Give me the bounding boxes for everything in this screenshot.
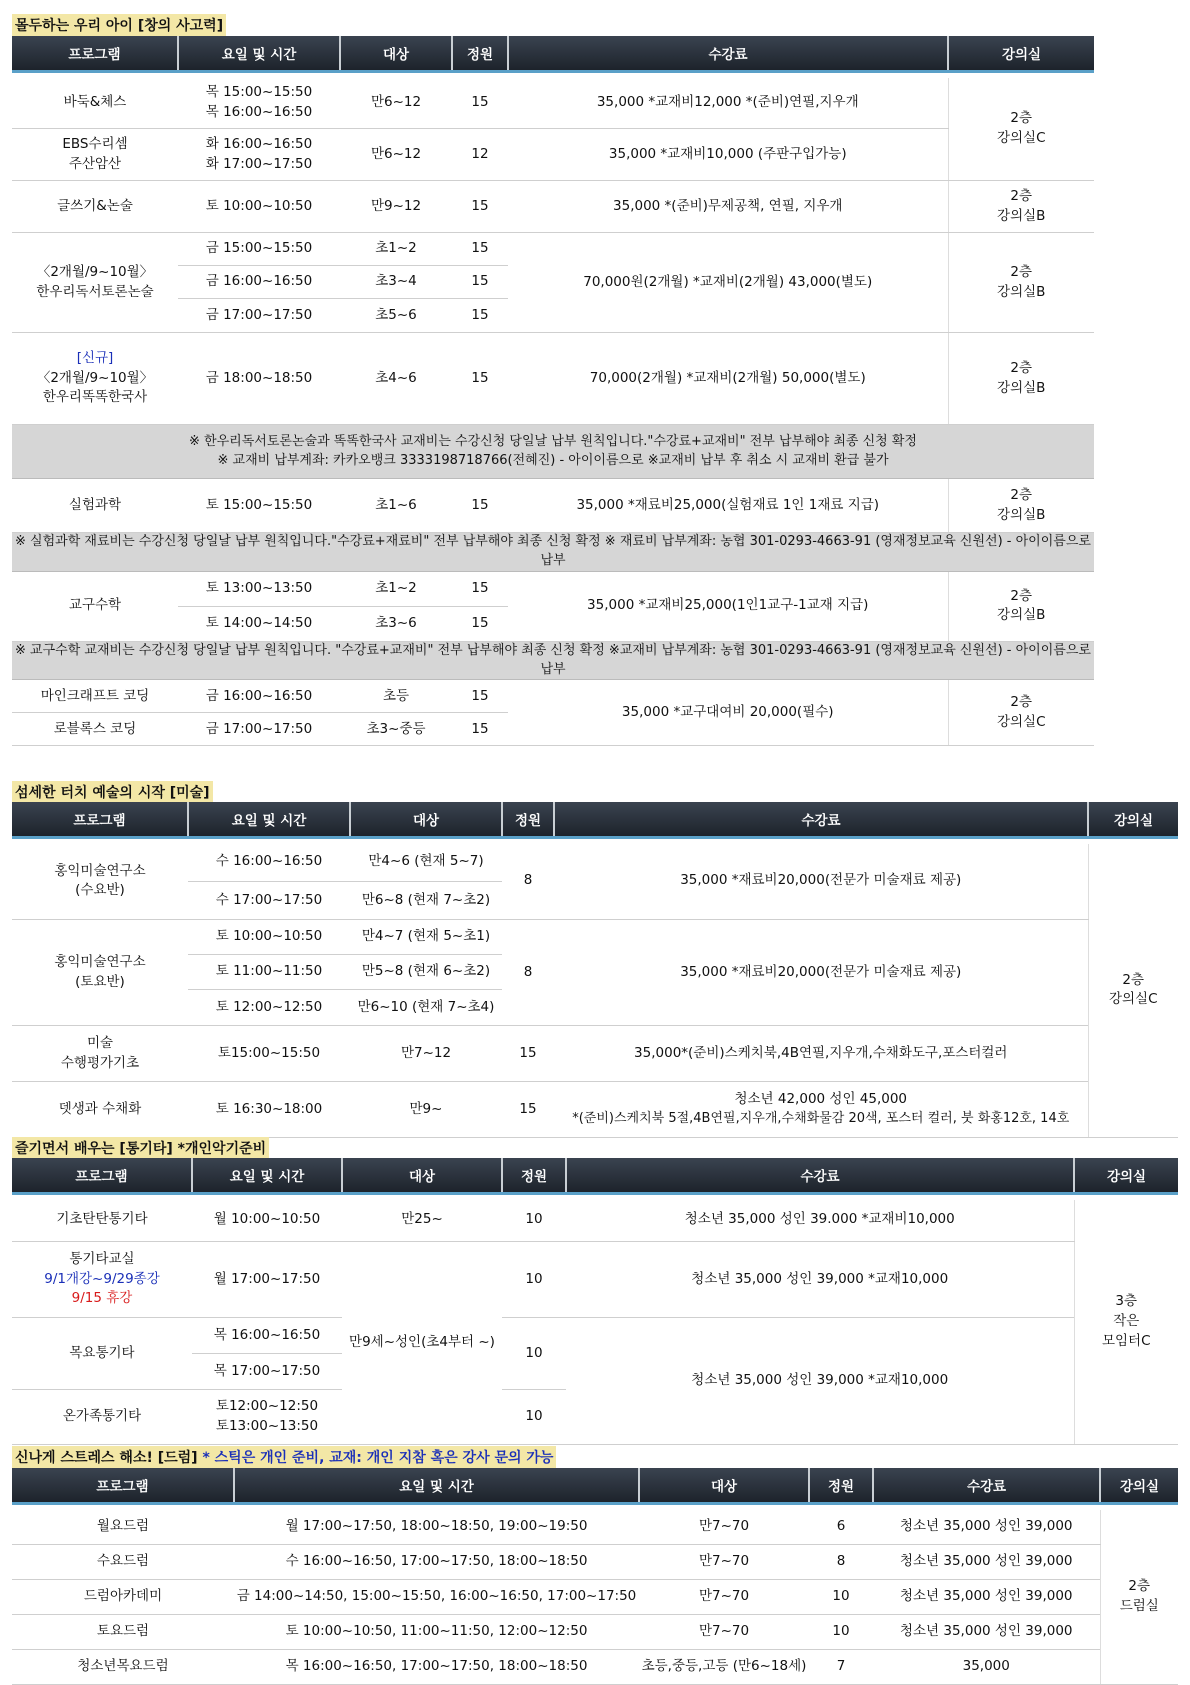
header-fee: 수강료 — [873, 1468, 1100, 1504]
capacity: 7 — [809, 1650, 873, 1685]
target-age: 만7~70 — [639, 1615, 809, 1650]
notice-text: ※ 교구수학 교재비는 수강신청 당일날 납부 원칙입니다. "수강료+교재비" 전부 납부해야 최종 신청 확정 ※교재비 납부계좌: 농협 301-0293-4663-91 (영재정보교육 신원선) - 아이이름으로 납부 — [12, 641, 1094, 680]
header-capacity: 정원 — [452, 36, 508, 72]
fee: 청소년 35,000 성인 39.000 *교재비10,000 — [566, 1200, 1074, 1242]
class-time: 토 10:00~10:50, 11:00~11:50, 12:00~12:50 — [234, 1615, 639, 1650]
fee: 청소년 35,000 성인 39,000 — [873, 1580, 1100, 1615]
program-name: 마인크래프트 코딩 — [12, 680, 178, 713]
program-name: 교구수학 — [12, 571, 178, 641]
target-age: 만6~10 (현재 7~초4) — [350, 990, 502, 1026]
fee: 청소년 35,000 성인 39,000 — [873, 1615, 1100, 1650]
class-time: 화 16:00~16:50 화 17:00~17:50 — [178, 129, 340, 181]
capacity: 15 — [452, 479, 508, 533]
class-time: 수 17:00~17:50 — [188, 882, 350, 920]
target-age: 만4~6 (현재 5~7) — [350, 844, 502, 882]
room: 2층 강의실B — [948, 479, 1094, 533]
guitar-table — [12, 1158, 1178, 1445]
capacity: 15 — [452, 606, 508, 641]
program-name: 홍익미술연구소 (토요반) — [12, 920, 188, 1026]
section4-note: * 스틱은 개인 준비, 교재: 개인 지참 혹은 강사 문의 가능 — [197, 1450, 554, 1466]
room: 3층 작은 모임터C — [1074, 1200, 1178, 1445]
class-time: 수 16:00~16:50 — [188, 844, 350, 882]
program-name: 온가족통기타 — [12, 1390, 192, 1445]
target-age: 만4~7 (현재 5~초1) — [350, 920, 502, 955]
target-age: 만7~70 — [639, 1580, 809, 1615]
table-row — [12, 844, 1178, 882]
header-capacity: 정원 — [502, 802, 554, 838]
fee: 35,000 *교구대여비 20,000(필수) — [508, 680, 948, 746]
table-row — [12, 1510, 1178, 1545]
table-header-row — [12, 802, 1178, 838]
program-name: 토요드럼 — [12, 1615, 234, 1650]
class-time: 목 16:00~16:50 — [192, 1318, 342, 1354]
class-time: 월 10:00~10:50 — [192, 1200, 342, 1242]
section1-title: 몰두하는 우리 아이 [창의 사고력] — [12, 14, 226, 36]
fee: 70,000(2개월) *교재비(2개월) 50,000(별도) — [508, 333, 948, 425]
class-time: 토 14:00~14:50 — [178, 606, 340, 641]
table-row — [12, 571, 1094, 606]
program-name: 청소년목요드럼 — [12, 1650, 234, 1685]
header-time: 요일 및 시간 — [192, 1158, 342, 1194]
class-time: 토 13:00~13:50 — [178, 571, 340, 606]
fee: 청소년 35,000 성인 39,000 — [873, 1510, 1100, 1545]
table-row — [12, 181, 1094, 233]
fee: 35,000 — [873, 1650, 1100, 1685]
target-age: 초4~6 — [340, 333, 452, 425]
capacity: 10 — [809, 1615, 873, 1650]
table-row — [12, 1318, 1178, 1354]
capacity: 8 — [809, 1545, 873, 1580]
target-age: 만6~12 — [340, 129, 452, 181]
notice-text: ※ 한우리독서토론논술과 똑똑한국사 교재비는 수강신청 당일날 납부 원칙입니다."수강료+교재비" 전부 납부해야 최종 신청 확정 ※ 교재비 납부계좌: 카카오뱅크 3333198718766(전혜진) - 아이이름으로 ※교재비 납부 후 취소 시 교재비 환급 불가 — [12, 425, 1094, 479]
header-capacity: 정원 — [502, 1158, 566, 1194]
target-age: 만9세~성인(초4부터 ~) — [342, 1242, 502, 1445]
fee: 청소년 42,000 성인 45,000 *(준비)스케치북 5절,4B연필,지우개,수채화물감 20색, 포스터 컬러, 붓 화홍12호, 14호 — [554, 1082, 1088, 1138]
header-target: 대상 — [350, 802, 502, 838]
class-time: 토 10:00~10:50 — [188, 920, 350, 955]
table-row — [12, 233, 1094, 266]
capacity: 15 — [452, 233, 508, 266]
target-age: 만7~70 — [639, 1545, 809, 1580]
table-row — [12, 1580, 1178, 1615]
target-age: 초등,중등,고등 (만6~18세) — [639, 1650, 809, 1685]
fee: 청소년 35,000 성인 39,000 *교재10,000 — [566, 1318, 1074, 1445]
program-name: 월요드럼 — [12, 1510, 234, 1545]
room: 2층 강의실B — [948, 571, 1094, 641]
header-capacity: 정원 — [809, 1468, 873, 1504]
room: 2층 강의실C — [948, 680, 1094, 746]
capacity: 15 — [452, 299, 508, 333]
table-row — [12, 479, 1094, 533]
header-target: 대상 — [342, 1158, 502, 1194]
target-age: 만7~70 — [639, 1510, 809, 1545]
notice-row — [12, 425, 1094, 479]
notice-text: ※ 실험과학 재료비는 수강신청 당일날 납부 원칙입니다."수강료+재료비" 전부 납부해야 최종 신청 확정 ※ 재료비 납부계좌: 농협 301-0293-4663-91 (영재정보교육 신원선) - 아이이름으로 납부 — [12, 533, 1094, 572]
capacity: 15 — [452, 713, 508, 746]
section3-title: 즐기면서 배우는 [통기타] *개인악기준비 — [12, 1137, 269, 1159]
fee: 70,000원(2개월) *교재비(2개월) 43,000(별도) — [508, 233, 948, 333]
target-age: 초3~6 — [340, 606, 452, 641]
room: 2층 강의실B — [948, 333, 1094, 425]
class-time: 월 17:00~17:50, 18:00~18:50, 19:00~19:50 — [234, 1510, 639, 1545]
program-name: EBS수리셈 주산암산 — [12, 129, 178, 181]
class-time: 금 15:00~15:50 — [178, 233, 340, 266]
notice-row — [12, 641, 1094, 680]
fee: 청소년 35,000 성인 39,000 *교재10,000 — [566, 1242, 1074, 1318]
room: 2층 강의실B — [948, 233, 1094, 333]
notice-row — [12, 533, 1094, 572]
fee: 청소년 35,000 성인 39,000 — [873, 1545, 1100, 1580]
drum-table — [12, 1468, 1178, 1685]
fee: 35,000 *교재비12,000 *(준비)연필,지우개 — [508, 78, 948, 129]
room: 2층 드럼실 — [1100, 1510, 1178, 1685]
header-fee: 수강료 — [508, 36, 948, 72]
class-time: 토 10:00~10:50 — [178, 181, 340, 233]
target-age: 만5~8 (현재 6~초2) — [350, 955, 502, 990]
class-time: 월 17:00~17:50 — [192, 1242, 342, 1318]
creative-thinking-table — [12, 36, 1094, 746]
header-program: 프로그램 — [12, 1158, 192, 1194]
class-time: 금 17:00~17:50 — [178, 299, 340, 333]
capacity: 12 — [452, 129, 508, 181]
capacity: 10 — [502, 1242, 566, 1318]
program-name: 수요드럼 — [12, 1545, 234, 1580]
class-time: 토12:00~12:50 토13:00~13:50 — [192, 1390, 342, 1445]
capacity: 15 — [452, 571, 508, 606]
header-time: 요일 및 시간 — [234, 1468, 639, 1504]
header-target: 대상 — [639, 1468, 809, 1504]
class-time: 토 11:00~11:50 — [188, 955, 350, 990]
section3-note: *개인악기준비 — [172, 1141, 267, 1157]
target-age: 초1~6 — [340, 479, 452, 533]
capacity: 15 — [452, 78, 508, 129]
capacity: 15 — [452, 181, 508, 233]
header-room: 강의실 — [1088, 802, 1178, 838]
capacity: 15 — [452, 266, 508, 299]
header-fee: 수강료 — [566, 1158, 1074, 1194]
target-age: 초3~중등 — [340, 713, 452, 746]
table-row — [12, 680, 1094, 713]
header-program: 프로그램 — [12, 802, 188, 838]
capacity: 15 — [452, 680, 508, 713]
target-age: 만6~12 — [340, 78, 452, 129]
program-name: 바둑&체스 — [12, 78, 178, 129]
target-age: 초5~6 — [340, 299, 452, 333]
fee: 35,000 *교재비25,000(1인1교구-1교재 지급) — [508, 571, 948, 641]
table-row — [12, 333, 1094, 425]
table-row — [12, 1650, 1178, 1685]
header-program: 프로그램 — [12, 36, 178, 72]
fee: 35,000 *교재비10,000 (주판구입가능) — [508, 129, 948, 181]
table-header-row — [12, 1158, 1178, 1194]
room: 2층 강의실B — [948, 181, 1094, 233]
header-room: 강의실 — [1100, 1468, 1178, 1504]
capacity: 8 — [502, 920, 554, 1026]
program-name: 실험과학 — [12, 479, 178, 533]
header-program: 프로그램 — [12, 1468, 234, 1504]
table-row — [12, 1545, 1178, 1580]
capacity: 6 — [809, 1510, 873, 1545]
class-time: 수 16:00~16:50, 17:00~17:50, 18:00~18:50 — [234, 1545, 639, 1580]
header-room: 강의실 — [948, 36, 1094, 72]
program-name: [신규] 〈2개월/9~10월〉 한우리똑똑한국사 — [12, 333, 178, 425]
room: 2층 강의실C — [1088, 844, 1178, 1138]
target-age: 초1~2 — [340, 571, 452, 606]
target-age: 초3~4 — [340, 266, 452, 299]
program-name: 로블록스 코딩 — [12, 713, 178, 746]
target-age: 초1~2 — [340, 233, 452, 266]
table-header-row — [12, 36, 1094, 72]
program-name: 홍익미술연구소 (수요반) — [12, 844, 188, 920]
program-name: 글쓰기&논술 — [12, 181, 178, 233]
class-time: 금 16:00~16:50 — [178, 680, 340, 713]
target-age: 만9~ — [350, 1082, 502, 1138]
program-name: 통기타교실 9/1개강~9/29종강 9/15 휴강 — [12, 1242, 192, 1318]
capacity: 10 — [502, 1200, 566, 1242]
target-age: 만9~12 — [340, 181, 452, 233]
class-time: 토15:00~15:50 — [188, 1026, 350, 1082]
target-age: 초등 — [340, 680, 452, 713]
program-name: 드럼아카데미 — [12, 1580, 234, 1615]
table-header-row — [12, 1468, 1178, 1504]
class-time: 금 18:00~18:50 — [178, 333, 340, 425]
class-time: 목 15:00~15:50 목 16:00~16:50 — [178, 78, 340, 129]
program-name: 목요통기타 — [12, 1318, 192, 1390]
program-name: 기초탄탄통기타 — [12, 1200, 192, 1242]
class-time: 목 17:00~17:50 — [192, 1354, 342, 1390]
capacity: 15 — [502, 1026, 554, 1082]
program-name: 〈2개월/9~10월〉 한우리독서토론논술 — [12, 233, 178, 333]
class-time: 토 12:00~12:50 — [188, 990, 350, 1026]
table-row — [12, 1242, 1178, 1318]
capacity: 10 — [502, 1318, 566, 1390]
art-table — [12, 802, 1178, 1138]
table-row — [12, 1615, 1178, 1650]
fee: 35,000*(준비)스케치북,4B연필,지우개,수채화도구,포스터컬러 — [554, 1026, 1088, 1082]
target-age: 만7~12 — [350, 1026, 502, 1082]
program-name: 미술 수행평가기초 — [12, 1026, 188, 1082]
capacity: 10 — [502, 1390, 566, 1445]
class-time: 금 14:00~14:50, 15:00~15:50, 16:00~16:50, 17:00~17:50 — [234, 1580, 639, 1615]
program-name: 뎃생과 수채화 — [12, 1082, 188, 1138]
header-time: 요일 및 시간 — [178, 36, 340, 72]
room: 2층 강의실C — [948, 78, 1094, 181]
table-row — [12, 129, 1094, 181]
section2-title: 섬세한 터치 예술의 시작 [미술] — [12, 781, 213, 803]
section4-title: 신나게 스트레스 해소! [드럼] * 스틱은 개인 준비, 교재: 개인 지참 혹은 강사 문의 가능 — [12, 1446, 556, 1468]
table-row — [12, 1082, 1178, 1138]
fee: 35,000 *재료비20,000(전문가 미술재료 제공) — [554, 920, 1088, 1026]
fee: 35,000 *재료비25,000(실험재료 1인 1재료 지급) — [508, 479, 948, 533]
capacity: 8 — [502, 844, 554, 920]
class-time: 토 15:00~15:50 — [178, 479, 340, 533]
target-age: 만6~8 (현재 7~초2) — [350, 882, 502, 920]
class-time: 목 16:00~16:50, 17:00~17:50, 18:00~18:50 — [234, 1650, 639, 1685]
header-room: 강의실 — [1074, 1158, 1178, 1194]
fee: 35,000 *(준비)무제공책, 연필, 지우개 — [508, 181, 948, 233]
target-age: 만25~ — [342, 1200, 502, 1242]
class-time: 토 16:30~18:00 — [188, 1082, 350, 1138]
class-time: 금 17:00~17:50 — [178, 713, 340, 746]
fee: 35,000 *재료비20,000(전문가 미술재료 제공) — [554, 844, 1088, 920]
table-row — [12, 1200, 1178, 1242]
table-row — [12, 920, 1178, 955]
capacity: 15 — [502, 1082, 554, 1138]
capacity: 15 — [452, 333, 508, 425]
header-fee: 수강료 — [554, 802, 1088, 838]
class-time: 금 16:00~16:50 — [178, 266, 340, 299]
table-row — [12, 78, 1094, 129]
header-time: 요일 및 시간 — [188, 802, 350, 838]
header-target: 대상 — [340, 36, 452, 72]
table-row — [12, 1026, 1178, 1082]
capacity: 10 — [809, 1580, 873, 1615]
